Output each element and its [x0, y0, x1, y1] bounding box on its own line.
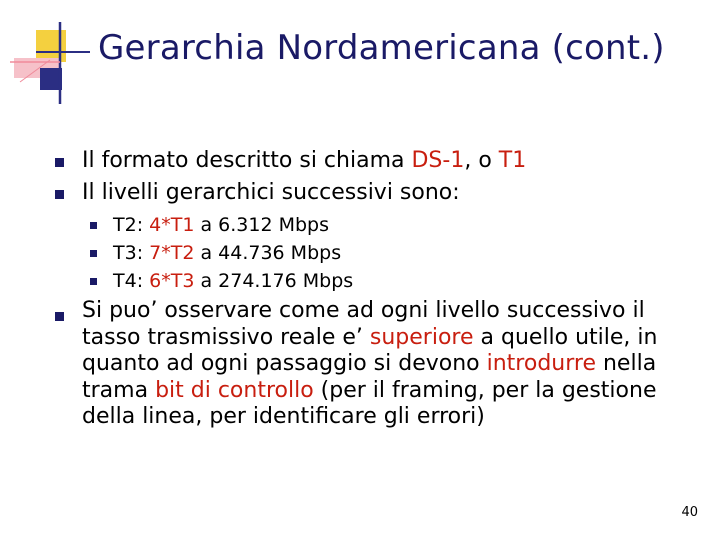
bullet-3-paragraph [82, 298, 694, 431]
bullet-2-text: Il livelli gerarchici successivi sono: [82, 180, 460, 205]
paragraph-part: Si puo’ osservare come ad ogni livello successivo il tasso trasmissivo reale e’ [82, 298, 645, 350]
sub-bullet-formula: 6*T3 [149, 270, 195, 292]
sub-bullet-marker-icon [90, 222, 97, 229]
bullet-1-part: , o [464, 148, 499, 173]
sub-bullet-t2 [113, 213, 329, 237]
sub-bullet-rate: a 44.736 Mbps [194, 242, 342, 264]
sub-bullet-formula: 7*T2 [149, 242, 195, 264]
sub-bullet-t3 [113, 241, 341, 265]
bullet-marker-icon [55, 312, 64, 321]
bullet-1-part: Il formato descritto si chiama [82, 148, 412, 173]
sub-bullet-marker-icon [90, 278, 97, 285]
sub-bullet-rate: a 274.176 Mbps [194, 270, 354, 292]
sub-bullet-rate: a 6.312 Mbps [194, 214, 330, 236]
sub-bullet-marker-icon [90, 250, 97, 257]
bullet-marker-icon [55, 190, 64, 199]
paragraph-highlight: superiore [369, 324, 474, 350]
slide-title: Gerarchia Nordamericana (cont.) [98, 28, 665, 68]
paragraph-highlight: bit di controllo [155, 377, 314, 403]
sub-bullet-label: T3: [113, 242, 150, 264]
slide-logo-icon [0, 0, 110, 110]
paragraph-highlight: introdurre [486, 351, 596, 376]
sub-bullet-label: T4: [113, 270, 150, 292]
sub-bullet-formula: 4*T1 [149, 214, 195, 236]
page-number: 40 [681, 505, 698, 520]
bullet-1-ds1: DS-1 [411, 148, 465, 173]
bullet-1-text [82, 147, 526, 175]
paragraph-part: a quello utile, in quanto ad ogni passaggio si devono [82, 324, 658, 376]
bullet-marker-icon [55, 158, 64, 167]
sub-bullet-t4 [113, 269, 353, 293]
sub-bullet-label: T2: [113, 214, 150, 236]
paragraph-part: (per il framing, per la gestione della linea, per identificare gli errori) [82, 377, 657, 429]
paragraph-part: nella trama [82, 351, 657, 403]
bullet-1-t1: T1 [498, 148, 527, 173]
